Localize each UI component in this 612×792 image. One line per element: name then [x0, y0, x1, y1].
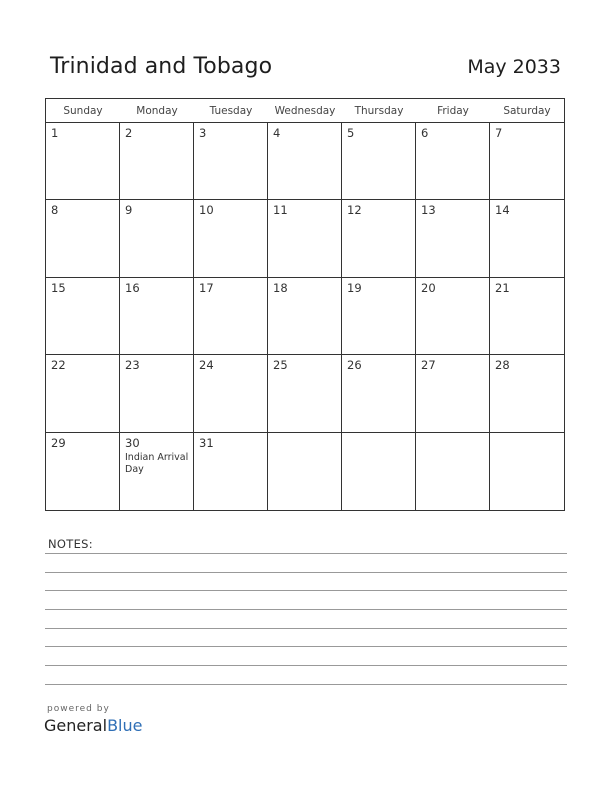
day-cell	[342, 433, 416, 510]
day-number: 4	[273, 126, 281, 140]
notes-line	[45, 590, 567, 591]
day-cell	[268, 433, 342, 510]
day-cell	[490, 355, 564, 432]
day-number: 9	[125, 203, 133, 218]
notes-label: NOTES:	[48, 537, 93, 551]
brand-blue: Blue	[107, 716, 143, 735]
weekday-header-sunday: Sunday	[46, 99, 120, 123]
day-cell	[416, 200, 490, 277]
day-number: 25	[273, 358, 288, 373]
day-number: 10	[199, 203, 214, 218]
day-cell	[46, 200, 120, 277]
day-cell	[268, 200, 342, 277]
day-number: 17	[199, 280, 214, 295]
day-number: 28	[495, 358, 510, 373]
notes-line	[45, 684, 567, 685]
day-cell	[194, 433, 268, 510]
day-number: 20	[421, 280, 436, 295]
generalblue-logo[interactable]	[44, 716, 142, 735]
brand-general: General	[44, 716, 108, 735]
day-number: 11	[273, 203, 288, 218]
day-cell	[342, 200, 416, 277]
day-cell	[194, 200, 268, 277]
notes-line	[45, 553, 567, 554]
day-cell	[194, 123, 268, 200]
notes-line	[45, 665, 567, 666]
notes-line	[45, 609, 567, 610]
day-number: 13	[421, 203, 436, 218]
day-cell	[342, 278, 416, 355]
day-cell	[416, 278, 490, 355]
day-number: 18	[273, 280, 288, 295]
weekday-header-friday: Friday	[416, 99, 490, 123]
day-cell	[46, 433, 120, 510]
day-number: 27	[421, 358, 436, 373]
day-number: 3	[199, 126, 207, 140]
weekday-header-monday: Monday	[120, 99, 194, 123]
day-number: 15	[51, 280, 66, 295]
day-cell	[490, 200, 564, 277]
day-number: 22	[51, 358, 66, 373]
day-cell	[120, 278, 194, 355]
day-cell	[120, 355, 194, 432]
day-cell	[268, 355, 342, 432]
day-cell	[268, 278, 342, 355]
country-title: Trinidad and Tobago	[50, 54, 273, 79]
day-number: 1	[51, 126, 59, 140]
day-cell	[490, 433, 564, 510]
day-cell	[194, 355, 268, 432]
day-cell	[342, 123, 416, 200]
day-number: 26	[347, 358, 362, 373]
powered-by-text: powered by	[47, 704, 110, 714]
notes-line	[45, 628, 567, 629]
day-cell	[342, 355, 416, 432]
weekday-header-tuesday: Tuesday	[194, 99, 268, 123]
day-number: 24	[199, 358, 214, 373]
day-number: 5	[347, 126, 355, 140]
day-number: 6	[421, 126, 429, 140]
notes-line	[45, 572, 567, 573]
day-cell	[46, 278, 120, 355]
day-cell	[46, 355, 120, 432]
day-number: 2	[125, 126, 133, 140]
day-number: 7	[495, 126, 503, 140]
day-number: 30	[125, 435, 140, 450]
day-cell	[490, 278, 564, 355]
day-number: 29	[51, 435, 66, 450]
day-cell	[490, 123, 564, 200]
day-cell	[416, 123, 490, 200]
day-number: 23	[125, 358, 140, 373]
day-cell	[268, 123, 342, 200]
calendar-grid	[45, 98, 565, 511]
day-cell	[416, 433, 490, 510]
day-cell	[120, 123, 194, 200]
day-cell	[120, 433, 194, 510]
day-cell	[194, 278, 268, 355]
day-cell	[46, 123, 120, 200]
day-number: 16	[125, 280, 140, 295]
weekday-header-thursday: Thursday	[342, 99, 416, 123]
day-cell	[416, 355, 490, 432]
day-number: 31	[199, 435, 214, 450]
day-number: 14	[495, 203, 510, 218]
day-number: 8	[51, 203, 59, 218]
notes-line	[45, 646, 567, 647]
month-year-title: May 2033	[467, 56, 561, 78]
day-cell	[120, 200, 194, 277]
holiday-label: Indian Arrival Day	[125, 451, 189, 475]
day-number: 21	[495, 280, 510, 295]
day-number: 12	[347, 203, 362, 218]
day-number: 19	[347, 280, 362, 295]
weekday-header-wednesday: Wednesday	[268, 99, 342, 123]
weekday-header-saturday: Saturday	[490, 99, 564, 123]
